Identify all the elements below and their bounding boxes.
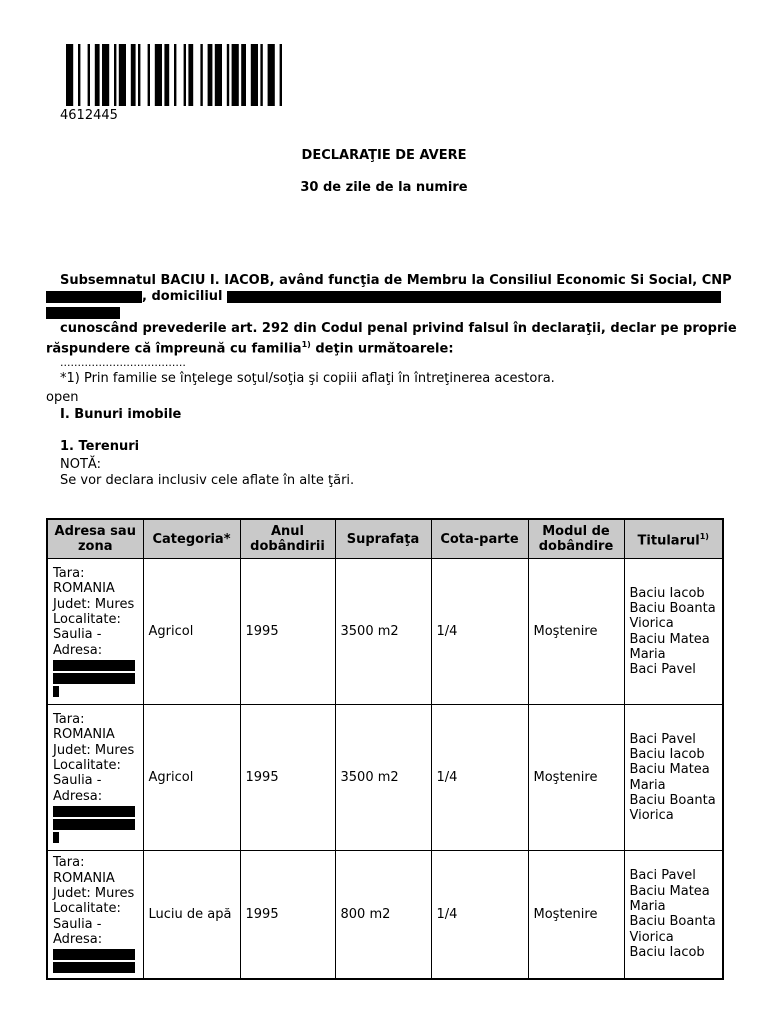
cell-anul: 1995 bbox=[240, 851, 335, 979]
note-label: NOTĂ: bbox=[60, 457, 101, 472]
cell-cota: 1/4 bbox=[431, 851, 528, 979]
owner-name: Baci Pavel bbox=[629, 731, 696, 747]
cell-adresa bbox=[47, 559, 143, 705]
address-line: Adresa: bbox=[53, 642, 103, 658]
table-header-row bbox=[47, 519, 723, 559]
barcode-bar bbox=[251, 44, 258, 106]
header-adresa: Adresa sau zona bbox=[47, 519, 143, 559]
table-row bbox=[47, 559, 723, 705]
address-line: ROMANIA bbox=[53, 870, 115, 886]
barcode-bar bbox=[102, 44, 109, 106]
dotted-line: .................................... bbox=[60, 356, 186, 369]
cell-suprafata: 800 m2 bbox=[335, 851, 431, 979]
address-line: Judet: Mures bbox=[53, 596, 135, 612]
cell-categoria: Agricol bbox=[143, 705, 240, 851]
header-anul: Anul dobândirii bbox=[240, 519, 335, 559]
redacted-street-address bbox=[53, 686, 59, 697]
cell-adresa bbox=[47, 705, 143, 851]
owner-name: Baciu Matea Maria bbox=[629, 883, 710, 914]
subsection-title: 1. Terenuri bbox=[60, 439, 140, 454]
redacted-street-address bbox=[53, 673, 135, 684]
barcode-bar bbox=[215, 44, 222, 106]
cell-modul: Moştenire bbox=[528, 705, 624, 851]
barcode-bar bbox=[66, 44, 73, 106]
barcode-bar bbox=[208, 44, 213, 106]
barcode-bar bbox=[114, 44, 116, 106]
address-line: Localitate: bbox=[53, 758, 121, 773]
redacted-address bbox=[227, 291, 721, 303]
owner-name: Baci Pavel bbox=[629, 662, 696, 678]
intro-line-3: cunoscând prevederile art. 292 din Codul penal privind falsul în declaraţii, declar pe proprie bbox=[60, 321, 737, 336]
land-assets-table bbox=[46, 518, 724, 980]
document-title: DECLARAŢIE DE AVERE bbox=[301, 148, 467, 163]
barcode-bar bbox=[280, 44, 282, 106]
cell-adresa bbox=[47, 851, 143, 979]
address-line: Adresa: bbox=[53, 931, 103, 947]
owner-name: Baciu Matea Maria bbox=[629, 631, 710, 662]
redacted-address-continued bbox=[46, 307, 120, 319]
address-line: Tara: bbox=[53, 712, 85, 728]
barcode-bar bbox=[241, 44, 246, 106]
address-line: Localitate: bbox=[53, 612, 121, 627]
barcode-bar bbox=[88, 44, 90, 106]
barcode-bar bbox=[200, 44, 202, 106]
cell-modul: Moştenire bbox=[528, 559, 624, 705]
barcode-bar bbox=[119, 44, 126, 106]
address-line: ROMANIA bbox=[53, 581, 115, 597]
section-title: I. Bunuri imobile bbox=[60, 407, 182, 422]
barcode-bar bbox=[78, 44, 80, 106]
redacted-street-address bbox=[53, 806, 135, 817]
owner-name: Baciu Iacob bbox=[629, 746, 705, 762]
cell-categoria: Agricol bbox=[143, 559, 240, 705]
barcode bbox=[66, 44, 416, 106]
header-suprafata: Suprafaţa bbox=[335, 519, 431, 559]
header-modul: Modul de dobândire bbox=[528, 519, 624, 559]
barcode-bar bbox=[95, 44, 100, 106]
address-line: Tara: bbox=[53, 855, 85, 871]
footnote-marker: 1) bbox=[301, 340, 311, 349]
cell-categoria: Luciu de apă bbox=[143, 851, 240, 979]
redacted-cnp bbox=[46, 291, 142, 303]
open-word: open bbox=[46, 390, 79, 405]
note-text: Se vor declara inclusiv cele aflate în alte ţări. bbox=[60, 473, 355, 488]
barcode-bar bbox=[232, 44, 239, 106]
table-row bbox=[47, 705, 723, 851]
cell-anul: 1995 bbox=[240, 705, 335, 851]
intro-line-1: Subsemnatul BACIU I. IACOB, având funcţia de Membru la Consiliul Economic Si Social, CNP bbox=[60, 273, 732, 288]
barcode-bar bbox=[268, 44, 275, 106]
table-row bbox=[47, 851, 723, 979]
address-line: Adresa: bbox=[53, 788, 103, 804]
barcode-bar bbox=[260, 44, 262, 106]
redacted-street-address bbox=[53, 949, 135, 960]
address-line: Saulia - bbox=[53, 627, 102, 643]
address-line: Judet: Mures bbox=[53, 742, 135, 758]
barcode-bar bbox=[148, 44, 150, 106]
intro-line-2 bbox=[46, 289, 726, 305]
address-line: ROMANIA bbox=[53, 727, 115, 743]
cell-cota: 1/4 bbox=[431, 559, 528, 705]
barcode-bar bbox=[184, 44, 186, 106]
owner-name: Baciu Iacob bbox=[629, 944, 705, 960]
redacted-street-address bbox=[53, 660, 135, 671]
document-subtitle: 30 de zile de la numire bbox=[300, 180, 468, 195]
address-line: Saulia - bbox=[53, 916, 102, 932]
header-cota: Cota-parte bbox=[431, 519, 528, 559]
barcode-bar bbox=[131, 44, 136, 106]
owner-name: Baciu Matea Maria bbox=[629, 762, 710, 793]
cell-modul: Moştenire bbox=[528, 851, 624, 979]
owner-name: Baciu Iacob bbox=[629, 585, 705, 601]
barcode-bar bbox=[138, 44, 140, 106]
address-line: Tara: bbox=[53, 566, 85, 582]
redacted-street-address bbox=[53, 832, 59, 843]
header-titularul-sup: 1) bbox=[699, 532, 709, 542]
footnote: *1) Prin familie se înţelege soţul/soţia şi copiii aflaţi în întreţinerea acestora. bbox=[60, 371, 555, 386]
owner-name: Baciu Boanta Viorica bbox=[629, 914, 716, 945]
barcode-bar bbox=[174, 44, 176, 106]
cell-titularul bbox=[624, 851, 723, 979]
barcode-number: 4612445 bbox=[60, 108, 118, 123]
address-line: Saulia - bbox=[53, 773, 102, 789]
header-titularul bbox=[624, 519, 723, 559]
intro-line-4-end: deţin următoarele: bbox=[310, 341, 454, 357]
intro-domiciliu-label: , domiciliul bbox=[142, 289, 223, 304]
cell-anul: 1995 bbox=[240, 559, 335, 705]
barcode-bar bbox=[188, 44, 193, 106]
cell-suprafata: 3500 m2 bbox=[335, 705, 431, 851]
barcode-bar bbox=[155, 44, 162, 106]
redacted-street-address bbox=[53, 819, 135, 830]
cell-cota: 1/4 bbox=[431, 705, 528, 851]
owner-name: Baciu Boanta Viorica bbox=[629, 600, 716, 632]
address-line: Localitate: bbox=[53, 901, 121, 917]
header-categoria: Categoria* bbox=[143, 519, 240, 559]
cell-titularul bbox=[624, 705, 723, 851]
owner-name: Baci Pavel bbox=[629, 868, 696, 884]
intro-line-4-text: răspundere că împreună cu familia bbox=[46, 341, 302, 357]
barcode-bar bbox=[164, 44, 169, 106]
barcode-bar bbox=[227, 44, 229, 106]
address-line: Judet: Mures bbox=[53, 885, 135, 901]
header-titularul-text: Titularul bbox=[637, 533, 700, 549]
cell-titularul bbox=[624, 559, 723, 705]
redacted-street-address bbox=[53, 962, 135, 973]
owner-name: Baciu Boanta Viorica bbox=[629, 792, 716, 824]
cell-suprafata: 3500 m2 bbox=[335, 559, 431, 705]
